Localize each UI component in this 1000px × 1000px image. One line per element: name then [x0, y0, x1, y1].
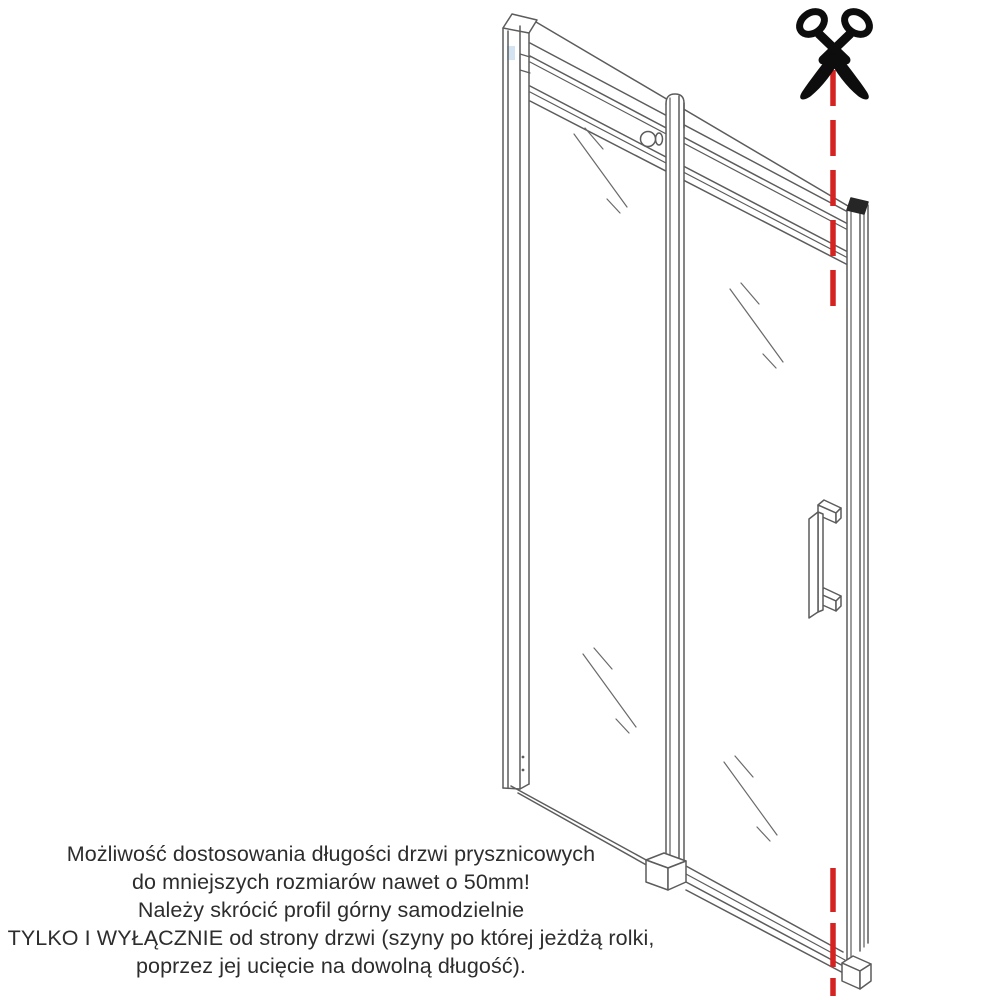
door-leading-profile: [666, 94, 684, 860]
roller-axle: [656, 133, 663, 145]
caption-line-4: TYLKO I WYŁĄCZNIE od strony drzwi (szyny po której jeżdżą rolki,: [7, 926, 655, 950]
reflection-upper-right: [730, 283, 783, 368]
reflection-lower-left: [583, 648, 636, 733]
screw-dot: [522, 756, 525, 759]
caption: [0, 840, 662, 980]
wall-profile-left: [503, 14, 537, 789]
screw-dot: [522, 769, 525, 772]
door-handle: [809, 500, 841, 618]
handle-bar: [809, 512, 818, 618]
roller-wheel: [641, 132, 656, 147]
caption-line-1: Możliwość dostosowania długości drzwi prysznicowych: [66, 842, 596, 866]
caption-line-2: do mniejszych rozmiarów nawet o 50mm!: [131, 870, 530, 894]
reflection-upper-left: [574, 128, 627, 213]
rail-end-cap: [842, 956, 871, 989]
caption-line-3: Należy skrócić profil górny samodzielnie: [137, 898, 525, 922]
caption-line-5: poprzez jej ucięcie na dowolną długość).: [135, 954, 527, 978]
roller: [641, 132, 663, 147]
wall-profile-right: [847, 198, 868, 962]
reflection-lower-right: [724, 756, 777, 841]
